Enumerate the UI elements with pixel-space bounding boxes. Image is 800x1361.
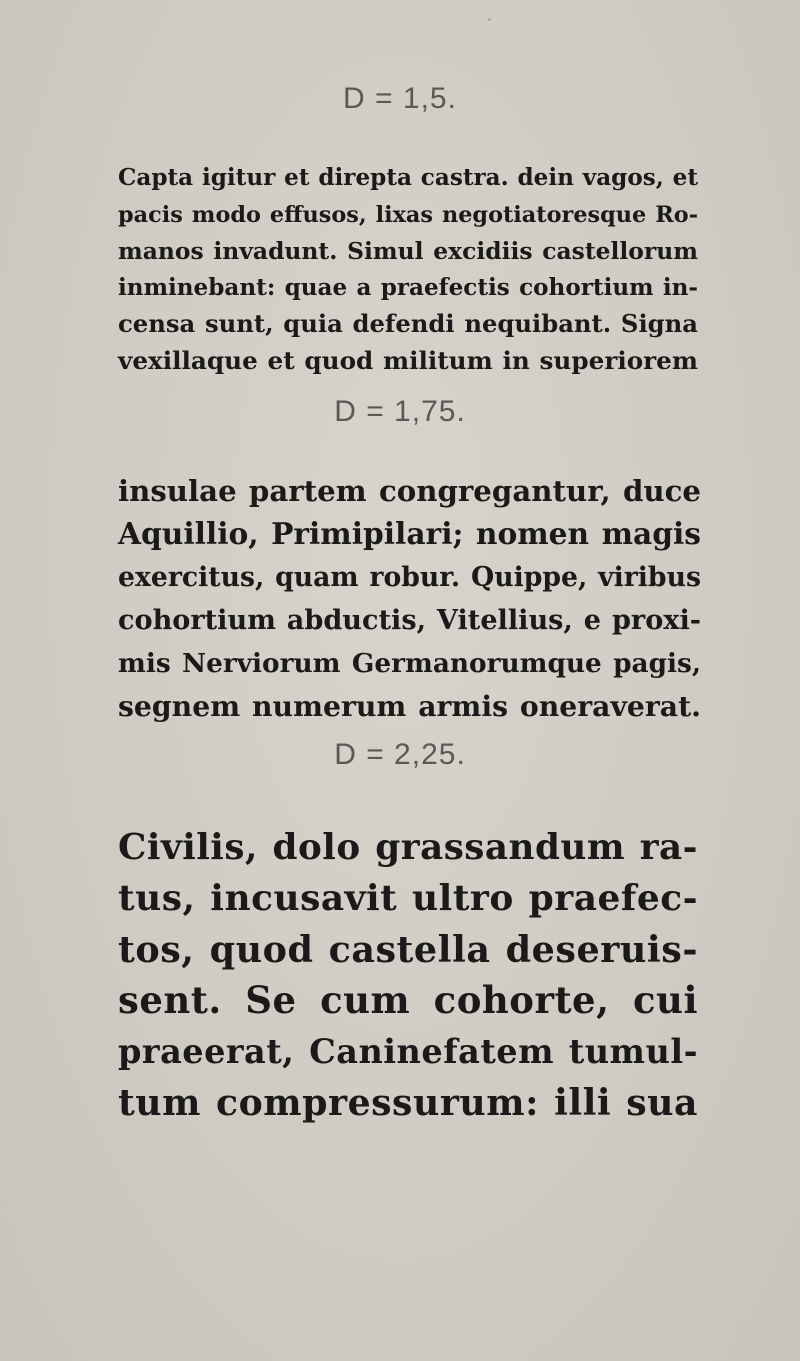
text-line: Civilis, dolo grassandum ra- xyxy=(118,826,698,868)
density-label-2: D = 1,75. xyxy=(334,395,466,428)
text-line: insulae partem congregantur, duce xyxy=(118,474,701,508)
density-label-1: D = 1,5. xyxy=(343,82,457,115)
text-line: censa sunt, quia defendi nequibant. Signa xyxy=(118,309,698,338)
text-line: mis Nerviorum Germanorumque pagis, xyxy=(118,648,701,679)
paper-speck xyxy=(488,18,491,21)
text-line: manos invadunt. Simul excidiis castellorum xyxy=(118,237,698,265)
text-line: tum compressurum: illi sua xyxy=(118,1081,698,1124)
text-line: sent. Se cum cohorte, cui xyxy=(118,978,698,1022)
text-line: praeerat, Caninefatem tumul- xyxy=(118,1032,698,1071)
text-line: exercitus, quam robur. Quippe, viribus xyxy=(118,562,701,593)
text-block-1 xyxy=(118,160,698,379)
text-line: tus, incusavit ultro praefec- xyxy=(118,877,698,919)
text-block-2 xyxy=(118,470,701,728)
text-line: cohortium abductis, Vitellius, e proxi- xyxy=(118,605,701,636)
text-line: Aquillio, Primipilari; nomen magis xyxy=(118,517,701,552)
text-line: segnem numerum armis oneraverat. xyxy=(118,689,701,723)
text-line: vexillaque et quod militum in superiorem xyxy=(118,345,698,375)
text-line: inminebant: quae a praefectis cohortium in- xyxy=(118,273,698,301)
text-block-3 xyxy=(118,822,698,1128)
text-line: Capta igitur et direpta castra. dein vagos, et xyxy=(118,164,698,191)
text-line: tos, quod castella deseruis- xyxy=(118,928,698,971)
text-line: pacis modo effusos, lixas negotiatoresque Ro- xyxy=(118,201,698,228)
density-label-3: D = 2,25. xyxy=(334,738,466,771)
